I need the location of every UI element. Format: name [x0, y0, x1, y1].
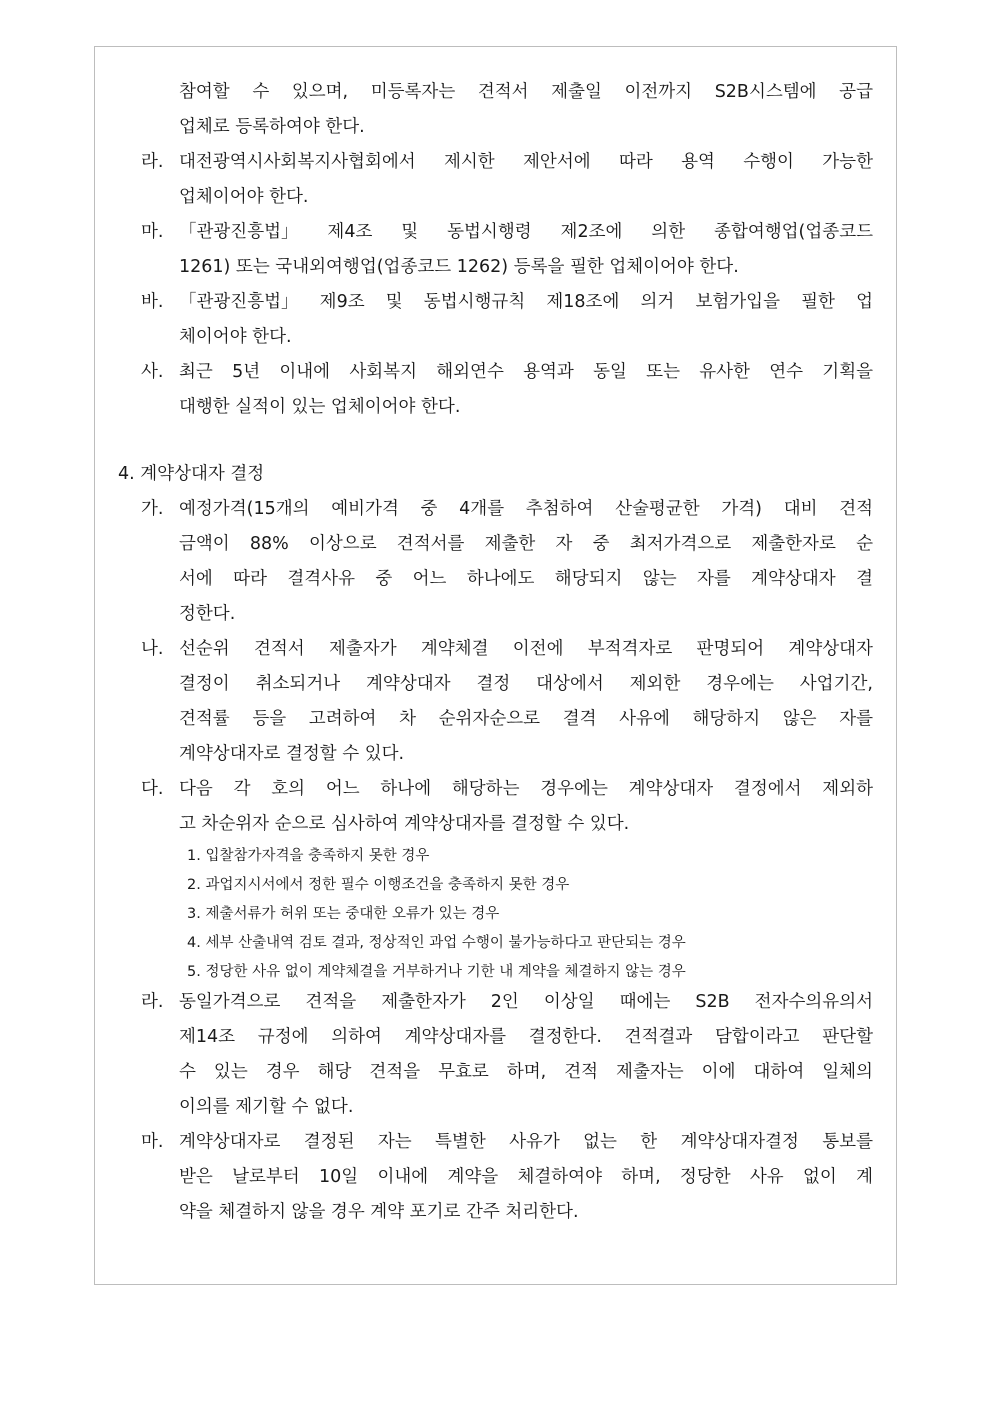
item-marker: 사. — [141, 362, 164, 382]
text-line: 수 있는 경우 해당 견적을 무효로 하며, 견적 제출자는 이에 대하여 일체의 — [179, 1062, 873, 1082]
text-line: 동일가격으로 견적을 제출한자가 2인 이상일 때에는 S2B 전자수의유의서 — [179, 992, 874, 1012]
text-line: 업체로 등록하여야 한다. — [179, 117, 365, 137]
text-line: 약을 체결하지 않을 경우 계약 포기로 간주 처리한다. — [179, 1202, 579, 1222]
item-marker: 나. — [141, 639, 164, 659]
item-marker: 라. — [141, 152, 164, 172]
sub-item: 2. 과업지시서에서 정한 필수 이행조건을 충족하지 못한 경우 — [187, 877, 570, 893]
item-marker: 바. — [141, 292, 164, 312]
text-line: 서에 따라 결격사유 중 어느 하나에도 해당되지 않는 자를 계약상대자 결 — [179, 569, 873, 589]
text-line: 금액이 88% 이상으로 견적서를 제출한 자 중 최저가격으로 제출한자로 순 — [179, 534, 873, 554]
text-line: 결정이 취소되거나 계약상대자 결정 대상에서 제외한 경우에는 사업기간, — [179, 674, 873, 694]
item-marker: 라. — [141, 992, 164, 1012]
item-marker: 마. — [141, 222, 164, 242]
section-heading: 4. 계약상대자 결정 — [118, 464, 265, 484]
text-line: 1261) 또는 국내외여행업(업종코드 1262) 등록을 필한 업체이어야 한다. — [179, 257, 739, 277]
text-line: 정한다. — [179, 604, 236, 624]
text-line: 이의를 제기할 수 없다. — [179, 1097, 354, 1117]
text-line: 고 차순위자 순으로 심사하여 계약상대자를 결정할 수 있다. — [179, 814, 630, 834]
text-line: 「관광진흥법」 제9조 및 동법시행규칙 제18조에 의거 보험가입을 필한 업 — [179, 292, 873, 312]
text-line: 「관광진흥법」 제4조 및 동법시행령 제2조에 의한 종합여행업(업종코드 — [179, 222, 874, 242]
text-line: 계약상대자로 결정된 자는 특별한 사유가 없는 한 계약상대자결정 통보를 — [179, 1132, 873, 1152]
sub-item: 3. 제출서류가 허위 또는 중대한 오류가 있는 경우 — [187, 906, 500, 922]
item-marker: 마. — [141, 1132, 164, 1152]
text-line: 대전광역시사회복지사협회에서 제시한 제안서에 따라 용역 수행이 가능한 — [179, 152, 873, 172]
text-line: 업체이어야 한다. — [179, 187, 309, 207]
item-marker: 다. — [141, 779, 164, 799]
sub-item: 5. 정당한 사유 없이 계약체결을 거부하거나 기한 내 계약을 체결하지 않는 경우 — [187, 964, 686, 980]
text-line: 견적률 등을 고려하여 차 순위자순으로 결격 사유에 해당하지 않은 자를 — [179, 709, 874, 729]
text-line: 다음 각 호의 어느 하나에 해당하는 경우에는 계약상대자 결정에서 제외하 — [179, 779, 874, 799]
text-line: 선순위 견적서 제출자가 계약체결 이전에 부적격자로 판명되어 계약상대자 — [179, 639, 873, 659]
item-marker: 가. — [141, 499, 164, 519]
text-line: 예정가격(15개의 예비가격 중 4개를 추첨하여 산술평균한 가격) 대비 견적 — [179, 499, 874, 519]
text-line: 참여할 수 있으며, 미등록자는 견적서 제출일 이전까지 S2B시스템에 공급 — [179, 82, 873, 102]
text-line: 대행한 실적이 있는 업체이어야 한다. — [179, 397, 461, 417]
text-line: 최근 5년 이내에 사회복지 해외연수 용역과 동일 또는 유사한 연수 기획을 — [179, 362, 874, 382]
text-line: 체이어야 한다. — [179, 327, 292, 347]
text-line: 계약상대자로 결정할 수 있다. — [179, 744, 405, 764]
sub-item: 4. 세부 산출내역 검토 결과, 정상적인 과업 수행이 불가능하다고 판단되는 경우 — [187, 935, 686, 951]
text-line: 제14조 규정에 의하여 계약상대자를 결정한다. 견적결과 담합이라고 판단할 — [179, 1027, 873, 1047]
sub-item: 1. 입찰참가자격을 충족하지 못한 경우 — [187, 848, 430, 864]
text-line: 받은 날로부터 10일 이내에 계약을 체결하여야 하며, 정당한 사유 없이 계 — [179, 1167, 873, 1187]
